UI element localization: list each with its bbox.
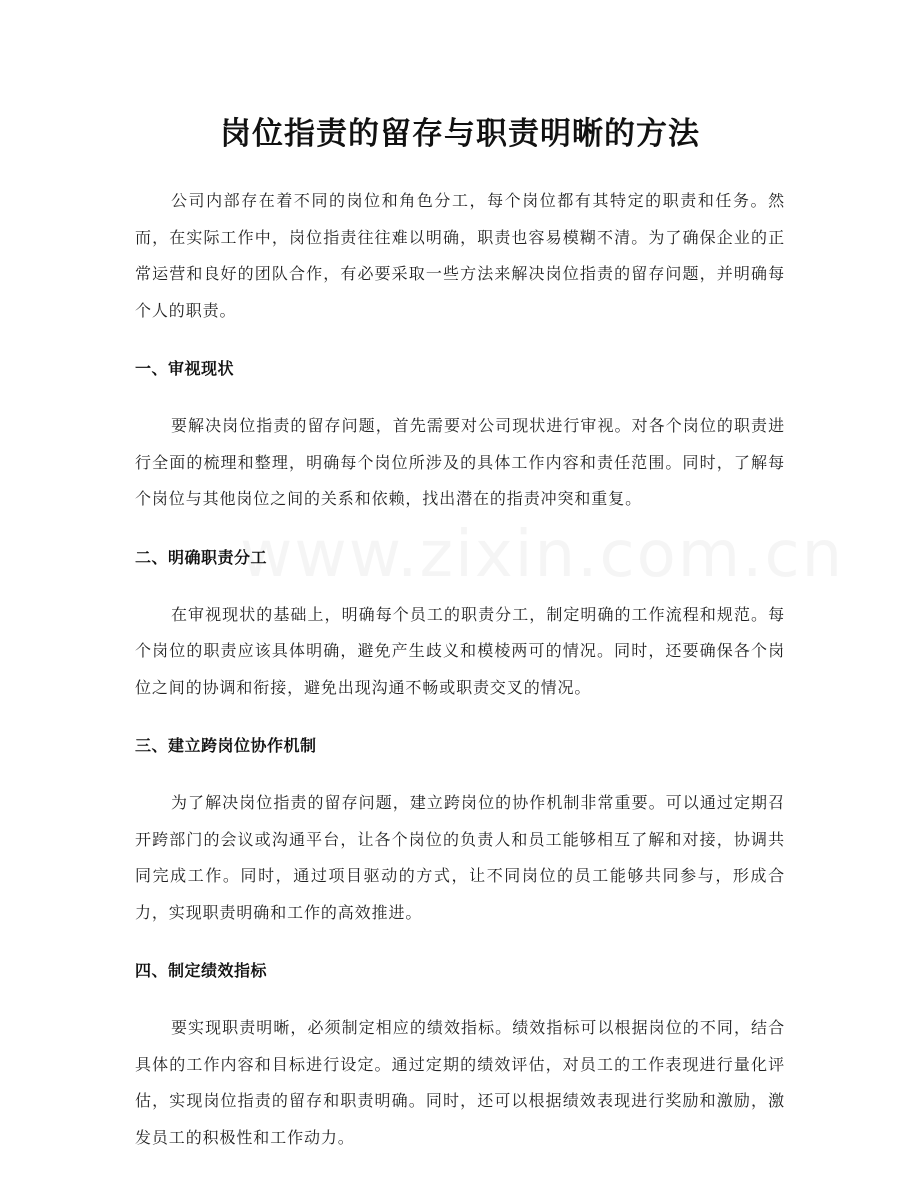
section-heading-1: 一、审视现状 (135, 359, 235, 378)
section-heading-2: 二、明确职责分工 (135, 547, 268, 567)
section-body-3: 为了解决岗位指责的留存问题，建立跨岗位的协作机制非常重要。可以通过定期召开跨部门的会议或沟通平台，让各个岗位的负责人和员工能够相互了解和对接，协调共同完成工作。同时，通过项目驱动的方式，让不同岗位的员工能够共同参与，形成合力，实现职责明确和工作的高效推进。 (135, 793, 785, 922)
intro-paragraph: 公司内部存在着不同的岗位和角色分工，每个岗位都有其特定的职责和任务。然而，在实际工作中，岗位指责往往难以明确，职责也容易模糊不清。为了确保企业的正常运营和良好的团队合作，有必要采取一些方法来解决岗位指责的留存问题，并明确每个人的职责。 (135, 191, 785, 320)
section-heading-4: 四、制定绩效指标 (135, 961, 268, 980)
section-body-2: 在审视现状的基础上，明确每个员工的职责分工，制定明确的工作流程和规范。每个岗位的职责应该具体明确，避免产生歧义和模棱两可的情况。同时，还要确保各个岗位之间的协调和衔接，避免出现沟通不畅或职责交叉的情况。 (135, 604, 785, 697)
document-title: 岗位指责的留存与职责明晰的方法 (220, 116, 700, 152)
watermark: www.zixin.com.cn (240, 518, 845, 592)
document-page (135, 0, 785, 1156)
section-heading-3: 三、建立跨岗位协作机制 (135, 736, 317, 755)
section-body-4: 要实现职责明晰，必须制定相应的绩效指标。绩效指标可以根据岗位的不同，结合具体的工作内容和目标进行设定。通过定期的绩效评估，对员工的工作表现进行量化评估，实现岗位指责的留存和职责明确。同时，还可以根据绩效表现进行奖励和激励，激发员工的积极性和工作动力。 (135, 1018, 785, 1147)
section-body-1: 要解决岗位指责的留存问题，首先需要对公司现状进行审视。对各个岗位的职责进行全面的梳理和整理，明确每个岗位所涉及的具体工作内容和责任范围。同时，了解每个岗位与其他岗位之间的关系和依赖，找出潜在的指责冲突和重复。 (135, 416, 785, 508)
